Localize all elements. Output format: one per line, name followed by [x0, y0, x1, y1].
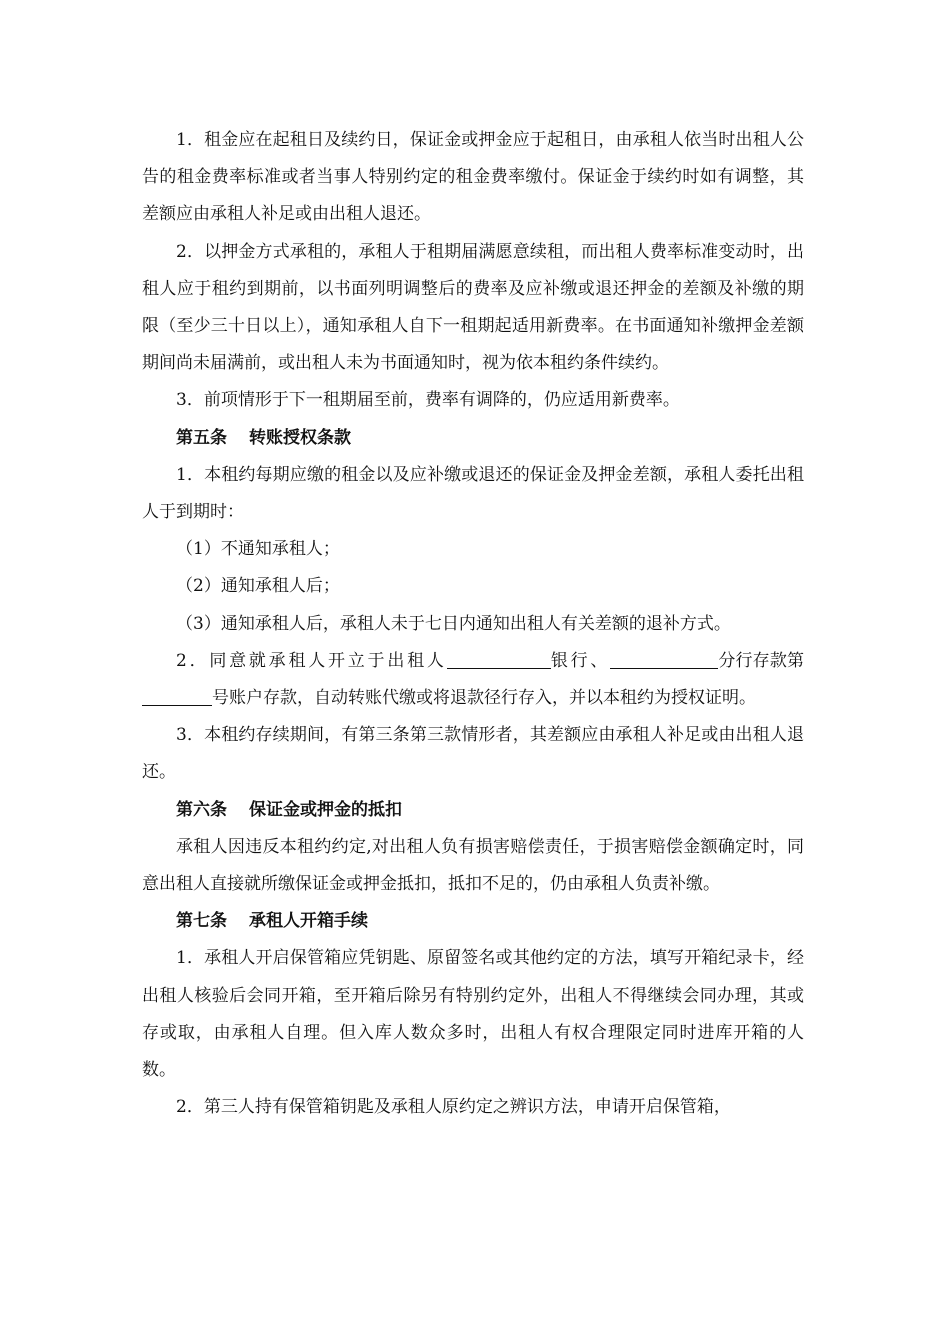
clause-4-1: 1．租金应在起租日及续约日，保证金或押金应于起租日，由承租人依当时出租人公告的租金费率标准或者当事人特别约定的租金费率缴付。保证金于续约时如有调整，其差额应由承租人补足或由出租人退还。	[142, 130, 804, 225]
clause-5-1-item-3: （3）通知承租人后，承租人未于七日内通知出租人有关差额的退补方式。	[176, 613, 731, 634]
article-6-title: 保证金或押金的抵扣	[249, 799, 402, 820]
branch-name-blank[interactable]	[610, 651, 718, 669]
article-5-title: 转账授权条款	[249, 427, 351, 448]
clause-5-2-text-b: 银行、	[550, 650, 611, 671]
clause-5-3: 3．本租约存续期间，有第三条第三款情形者，其差额应由承租人补足或由出租人退还。	[142, 725, 804, 783]
bank-name-blank[interactable]	[447, 651, 551, 669]
clause-5-1: 1．本租约每期应缴的租金以及应补缴或退还的保证金及押金差额，承租人委托出租人于到期时：	[142, 464, 804, 523]
clause-5-2-text-c: 分行存款第	[718, 650, 805, 671]
document-body	[142, 122, 804, 1126]
clause-6-1: 承租人因违反本租约约定,对出租人负有损害赔偿责任，于损害赔偿金额确定时，同意出租人直接就所缴保证金或押金抵扣，抵扣不足的，仍由承租人负责补缴。	[142, 836, 804, 895]
clause-7-1: 1．承租人开启保管箱应凭钥匙、原留签名或其他约定的方法，填写开箱纪录卡，经出租人核验后会同开箱，至开箱后除另有特别约定外，出租人不得继续会同办理，其或存或取，由承租人自理。但入库人数众多时，出租人有权合理限定同时进库开箱的人数。	[142, 948, 804, 1081]
article-5-heading	[142, 420, 804, 457]
article-5-number: 第五条	[176, 427, 227, 448]
article-6-number: 第六条	[176, 799, 227, 820]
clause-5-1-item-2: （2）通知承租人后；	[176, 576, 340, 597]
clause-5-2-text-d: 号账户存款，自动转账代缴或将退款径行存入，并以本租约为授权证明。	[212, 688, 756, 709]
clause-5-2-text-a: 2．同意就承租人开立于出租人	[176, 650, 447, 671]
article-7-number: 第七条	[176, 911, 227, 932]
clause-4-3: 3．前项情形于下一租期届至前，费率有调降的，仍应适用新费率。	[176, 390, 680, 411]
article-7-heading	[142, 903, 804, 940]
article-7-title: 承租人开箱手续	[249, 911, 368, 932]
clause-5-2	[142, 643, 804, 717]
clause-5-1-item-1: （1）不通知承租人；	[176, 539, 340, 560]
article-6-heading	[142, 792, 804, 829]
clause-4-2: 2．以押金方式承租的，承租人于租期届满愿意续租，而出租人费率标准变动时，出租人应于租约到期前，以书面列明调整后的费率及应补缴或退还押金的差额及补缴的期限（至少三十日以上），通知承租人自下一租期起适用新费率。在书面通知补缴押金差额期间尚未届满前，或出租人未为书面通知时，视为依本租约条件续约。	[142, 241, 804, 374]
clause-7-2: 2．第三人持有保管箱钥匙及承租人原约定之辨识方法，申请开启保管箱，	[176, 1097, 731, 1118]
account-number-blank[interactable]	[142, 688, 212, 706]
